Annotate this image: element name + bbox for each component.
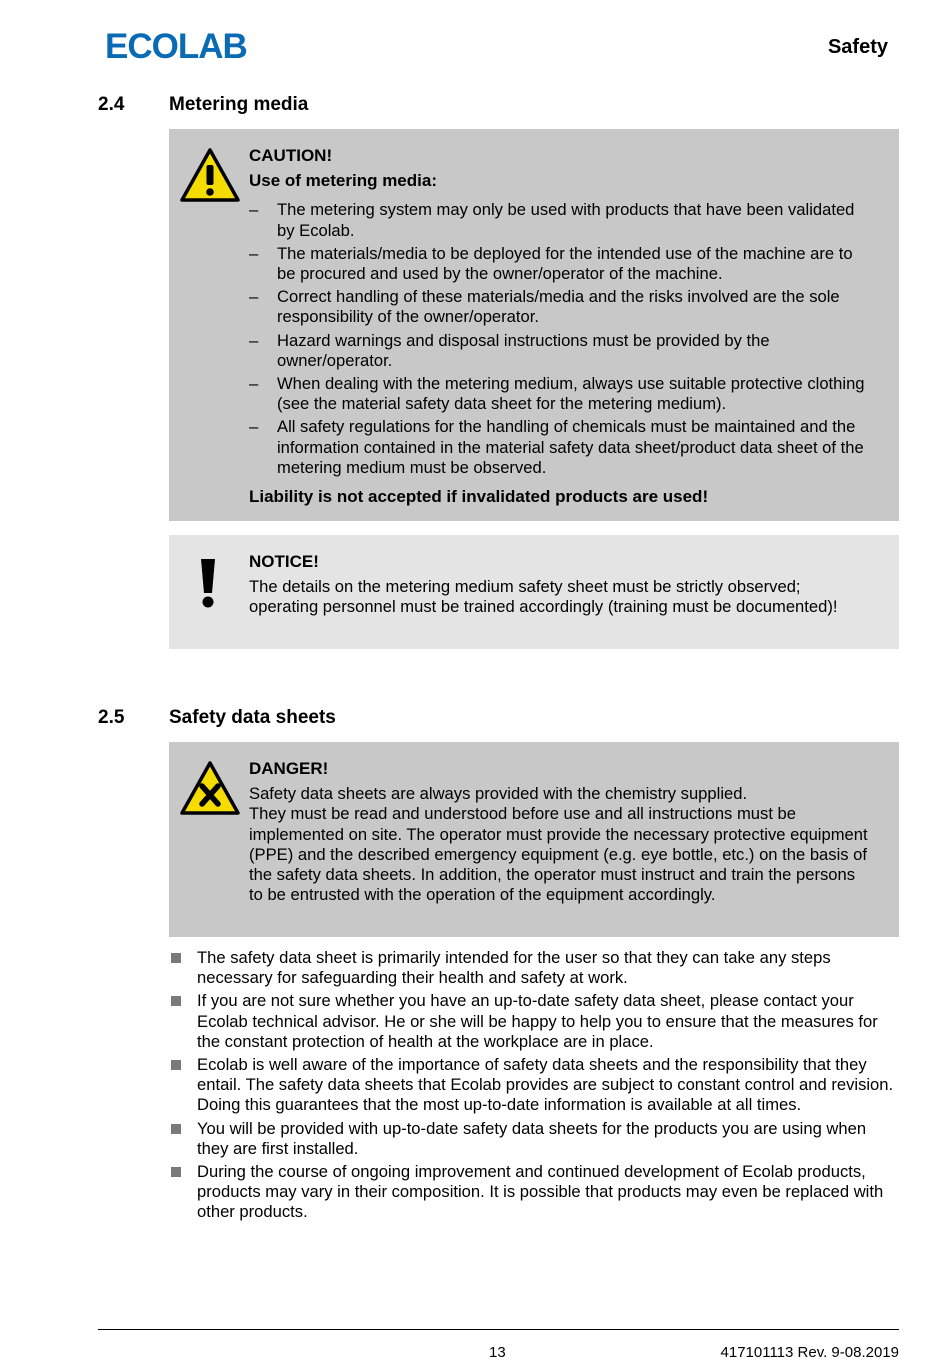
section-title: Metering media	[169, 94, 309, 115]
safety-data-sheet-bullets	[169, 948, 899, 1226]
notice-box	[169, 535, 899, 649]
header-title: Safety	[827, 36, 888, 58]
harmful-x-icon	[179, 760, 241, 821]
list-item-text: During the course of ongoing improvement and continued development of Ecolab products, products may vary in their composition. It is possible that products may even be replaced with other products.	[197, 1162, 884, 1222]
danger-heading: DANGER!	[249, 759, 329, 778]
section-heading-2-5	[98, 707, 336, 729]
danger-box	[169, 742, 899, 937]
danger-line1: Safety data sheets are always provided with the chemistry supplied.	[249, 784, 748, 804]
caution-footer: Liability is not accepted if invalidated products are used!	[249, 487, 709, 507]
caution-heading: CAUTION!	[249, 146, 333, 165]
bullet-square-icon	[171, 953, 181, 963]
list-item-text: The safety data sheet is primarily intended for the user so that they can take any steps necessary for safeguarding their health and safety at work.	[197, 948, 831, 988]
logo-text: ECOLAB	[105, 27, 247, 66]
list-item-text: Ecolab is well aware of the importance of safety data sheets and the responsibility that they entail. The safety data sheets that Ecolab provides are subject to constant control and revision. Doing this guarantees that the most up-to-date information is available at all times.	[197, 1055, 894, 1115]
list-item: – All safety regulations for the handling of chemicals must be maintained and the information contained in the material safety data sheet/product data sheet of the metering medium must be observed.	[249, 417, 869, 478]
notice-text: The details on the metering medium safety sheet must be strictly observed; operating personnel must be trained accordingly (training must be documented)!	[249, 577, 838, 617]
list-item	[169, 1162, 899, 1223]
caution-list	[249, 200, 869, 478]
list-item-text: If you are not sure whether you have an up-to-date safety data sheet, please contact your Ecolab technical advisor. He or she will be happy to help you to ensure that the measures for the constant protection of health at the workplace are in place.	[197, 991, 878, 1051]
section-heading-2-4	[98, 94, 308, 116]
list-item	[169, 948, 899, 988]
list-item	[169, 1055, 899, 1116]
list-item: – The metering system may only be used with products that have been validated by Ecolab.	[249, 200, 869, 240]
bullet-square-icon	[171, 1167, 181, 1177]
notice-exclamation-icon	[197, 557, 219, 614]
bullet-square-icon	[171, 1124, 181, 1134]
list-item: – Correct handling of these materials/media and the risks involved are the sole responsibility of the owner/operator.	[249, 287, 869, 327]
list-item: – The materials/media to be deployed for the intended use of the machine are to be procured and used by the owner/operator of the machine.	[249, 244, 869, 284]
footer-divider	[98, 1329, 899, 1330]
caution-subheading: Use of metering media:	[249, 171, 437, 191]
document-id: 417101113 Rev. 9-08.2019	[720, 1344, 899, 1361]
caution-triangle-icon	[179, 147, 241, 208]
list-item-text: You will be provided with up-to-date safety data sheets for the products you are using when they are first installed.	[197, 1118, 867, 1158]
list-item: – Hazard warnings and disposal instructions must be provided by the owner/operator.	[249, 331, 869, 371]
notice-heading: NOTICE!	[249, 552, 319, 571]
section-number: 2.5	[98, 707, 125, 728]
ecolab-logo	[105, 27, 247, 67]
bullet-square-icon	[171, 1060, 181, 1070]
list-item	[169, 1119, 899, 1159]
caution-box	[169, 129, 899, 521]
list-item	[169, 991, 899, 1052]
bullet-square-icon	[171, 996, 181, 1006]
section-title: Safety data sheets	[169, 707, 336, 728]
danger-text: They must be read and understood before use and all instructions must be implemented on site. The operator must provide the necessary protective equipment (PPE) and the described emergency equipment (e.g. eye bottle, etc.) on the basis of the safety data sheets. In addition, the operator must instruct and train the persons to be entrusted with the operation of the equipment accordingly.	[249, 804, 868, 905]
page-number: 13	[489, 1344, 506, 1361]
section-number: 2.4	[98, 94, 125, 115]
list-item: – When dealing with the metering medium, always use suitable protective clothing (see the material safety data sheet for the metering medium).	[249, 374, 869, 414]
